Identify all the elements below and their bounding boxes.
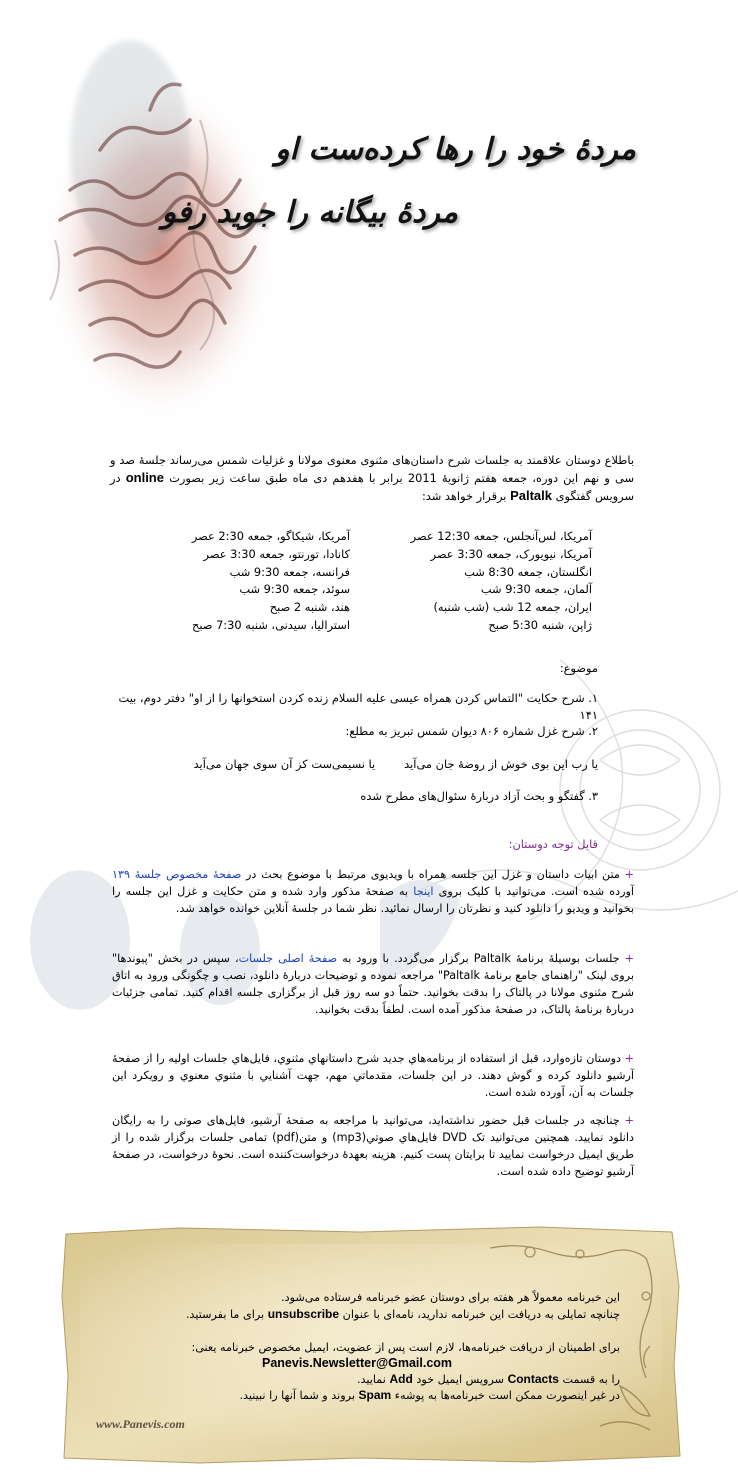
note-text: چنانچه در جلسات قبل حضور نداشته‌اید، می‌توانید با مراجعه به صفحۀ آرشیو، فایل‌های صوتی را به رایگان دانلود نمایید. همچنین می‌توانید تک DVD فایل‌هاي صوتي(mp3) و متن(pdf) تمامی جلسات برگزار شده را از طریق ایمیل درخواست نمایید تا برایتان پست کنیم. هزینه بعهدۀ درخواست‌کننده است. نحوۀ درخواست، در صفحۀ آرشیو توضیح داده شده است.: [112, 1114, 634, 1178]
topic-item-1: ۱. شرح حکایت "التماس کردن همراه عیسی علیه السلام زنده کردن استخوانها را از او" دفتر دوم، بیت ۱۴۱: [118, 691, 598, 722]
schedule-item: انگلستان، جمعه 8:30 شب: [464, 564, 592, 579]
footer-line-5: [239, 1387, 620, 1404]
note-text: متن ابیات داستان و غزل این جلسه همراه با ویدیوی مرتبط با موضوع بحث در: [246, 868, 620, 881]
footer-text: سرویس ایمیل خود: [416, 1373, 504, 1386]
intro-paragraph: [110, 452, 634, 505]
contacts-keyword: Contacts: [507, 1372, 559, 1386]
schedule-item: ایران، جمعه 12 شب (شب شنبه): [433, 600, 592, 615]
footer-line-2: [186, 1306, 620, 1323]
session-page-link[interactable]: صفحۀ مخصوص جلسۀ ۱۳۹: [112, 868, 242, 881]
footer-line-4: [357, 1371, 620, 1388]
calligraphy-title-line-2: مردۀ بیگانه را جوید رفو: [161, 195, 458, 230]
unsubscribe-keyword: unsubscribe: [267, 1307, 340, 1321]
schedule-column-right: [411, 528, 592, 635]
footer-text: در غیر اینصورت ممکن است خبرنامه‌ها به پوشه‌ء: [394, 1389, 620, 1402]
intro-text-2: در سرویس گفتگوی: [110, 471, 634, 503]
intro-text-3: برقرار خواهد شد:: [421, 489, 507, 503]
website-url-link[interactable]: www.Panevis.com: [96, 1417, 185, 1431]
schedule-item: کانادا، تورنتو، جمعه 3:30 عصر: [203, 546, 350, 561]
intro-paltalk-label: Paltalk: [510, 488, 553, 503]
note-text: دوستان تازه‌وارد، قبل از استفاده از برنامه‌هاي جديد شرح داستانهاي مثنوي، فايل‌هاي جلسات اوليه را از صفحۀ آرشيو دانلود كرده و گوش دهند. در اين جلسات، مقدماتي مهم، جهت آشنايي با مثنوي معنوي و رويكرد اين جلسات به آن، آورده شده است.: [112, 1052, 634, 1099]
footer-line-1: این خبرنامه معمولاً هر هفته برای دوستان عضو خبرنامه فرستاده می‌شود.: [281, 1291, 620, 1304]
here-link[interactable]: اینجا: [413, 885, 434, 898]
topic-item-3: ۳. گفتگو و بحث آزاد دربارۀ سئوال‌های مطرح شده: [360, 789, 598, 803]
schedule-item: فرانسه، جمعه 9:30 شب: [229, 564, 350, 579]
note-paragraph-2: [112, 950, 634, 1018]
note-text: آورده شده است. می‌توانید با کلیک بروی: [438, 885, 635, 898]
footer-text: نمایید.: [356, 1373, 386, 1386]
plus-bullet-icon: +: [624, 952, 634, 965]
intro-text-1: باطلاع دوستان علاقمند به جلسات شرح داستان‌های مثنوی معنوی مولانا و غزلیات شمس می‌رساند جلسۀ صد و سی و نهم این دوره، جمعه هفتم ژانویۀ 2011 برابر با هفدهم دی ماه طبق ساعت زیر بصورت: [110, 453, 635, 485]
spam-keyword: Spam: [358, 1388, 392, 1402]
plus-bullet-icon: +: [624, 1052, 635, 1065]
schedule-item: ژاپن، شنبه 5:30 صبح: [488, 617, 592, 632]
footer-text: برای ما بفرستید.: [185, 1308, 265, 1321]
schedule-item: آلمان، جمعه 9:30 شب: [480, 582, 592, 597]
ghazal-couplet: یا رب این بوی خوش از روضۀ جان می‌آید یا نسیمی‌ست کز آن سوی جهان می‌آید: [193, 757, 598, 771]
add-keyword: Add: [389, 1372, 413, 1386]
schedule-item: آمریکا، نیویورک، جمعه 3:30 عصر: [430, 546, 592, 561]
main-sessions-page-link[interactable]: صفحۀ اصلی جلسات: [238, 952, 338, 965]
note-paragraph-3: [112, 1050, 634, 1101]
note-text: به صفحۀ مذکور وارد شده و متن حکایت و غزل این جلسه را بخوانید و ویدیو را دانلود کنید و نظرتان را ارسال نمائید. نظر شما در جلسۀ آنلاین خوانده خواهد شد.: [112, 885, 634, 915]
topic-heading: موضوع:: [559, 661, 598, 675]
footer-text: بروند و شما آنها را نبینید.: [239, 1389, 355, 1402]
schedule-item: استرالیا، سیدنی، شنبه 7:30 صبح: [191, 617, 350, 632]
note-text: جلسات بوسیلۀ برنامۀ Paltalk برگزار می‌گردد. با ورود به: [342, 952, 620, 965]
schedule-item: هند، شنبه 2 صبح: [269, 600, 350, 615]
footer-line-3: برای اطمینان از دریافت خبرنامه‌ها، لازم است پس از عضویت، ایمیل مخصوص خبرنامه یعنی:: [191, 1341, 620, 1354]
footer-text: چنانچه تمایلی به دریافت این خبرنامه ندارید، نامه‌ای با عنوان: [342, 1308, 620, 1321]
note-paragraph-4: [112, 1112, 634, 1180]
notes-heading: قابل توجه دوستان:: [508, 837, 598, 851]
calligraphy-title-line-1: مردۀ خود را رها کرده‌ست او: [275, 132, 636, 167]
topic-item-2: ۲. شرح غزل شماره ۸۰۶ دیوان شمس تبریز به مطلع:: [345, 724, 598, 738]
plus-bullet-icon: +: [624, 868, 634, 881]
schedule-item: آمریکا، لس‌آنجلس، جمعه 12:30 عصر: [410, 529, 592, 543]
note-text: ، سپس در بخش "پیوندها" بروی لینک "راهنمای جامع برنامۀ Paltalk" مراجعه نموده و توضیحات دربارۀ دانلود، نصب و چگونگی ورود به اتاق شرح مثنوی مولانا در پالتاک را بدقت بخوانید. حتماً دو سه روز قبل از برگزاری جلسه اقدام کنید. تمامی جزئیات دربارۀ برنامۀ پالتاک، در صفحۀ مذکور آمده است. لطفاً بدقت بخوانید.: [112, 952, 634, 1016]
schedule-item: سوئد، جمعه 9:30 شب: [239, 582, 350, 597]
intro-online-label: online: [125, 470, 164, 485]
note-paragraph-1: [112, 866, 634, 917]
schedule-column-left: [192, 528, 350, 635]
plus-bullet-icon: +: [624, 1114, 634, 1127]
footer-text: را به قسمت: [562, 1373, 620, 1386]
newsletter-email-address[interactable]: Panevis.Newsletter@Gmail.com: [262, 1356, 453, 1370]
schedule-item: آمریکا، شیکاگو، جمعه 2:30 عصر: [191, 529, 350, 543]
